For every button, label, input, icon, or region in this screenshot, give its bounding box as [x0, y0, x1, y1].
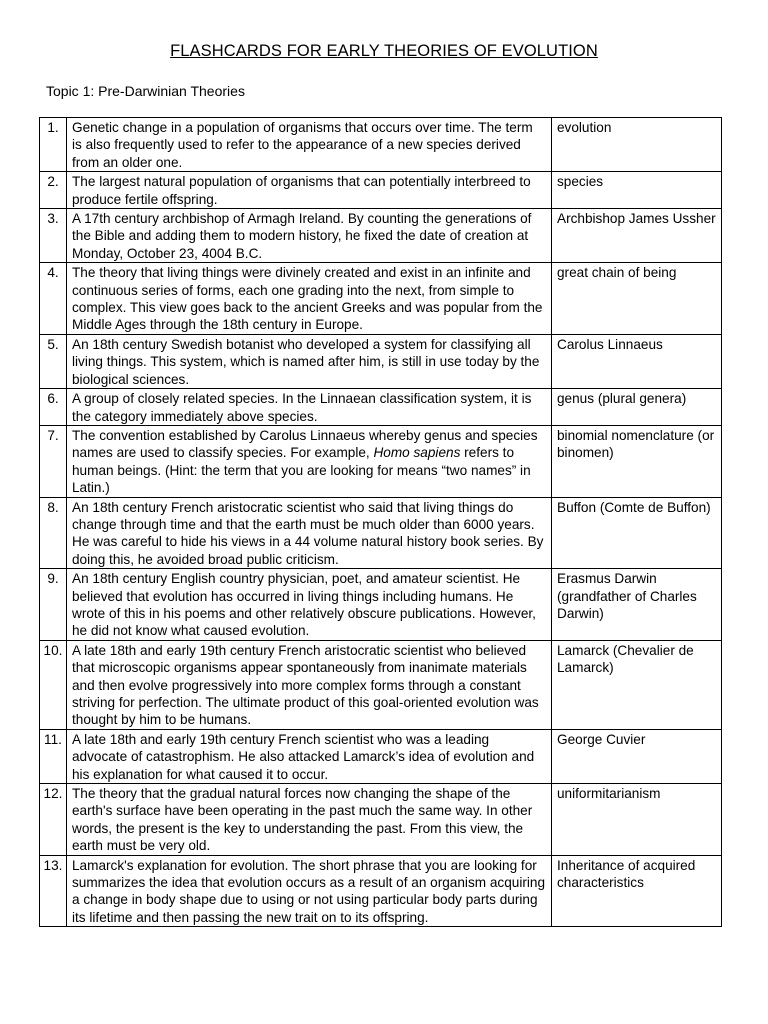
- topic-heading: Topic 1: Pre-Darwinian Theories: [46, 83, 245, 99]
- card-definition: An 18th century English country physician, poet, and amateur scientist. He believed that evolution has occurred in living things including humans. He wrote of this in his poems and other relatively obscure publications. However, he did not know what caused evolution.: [67, 569, 552, 641]
- card-number: 8.: [40, 497, 67, 569]
- card-number: 1.: [40, 118, 67, 172]
- card-term: great chain of being: [552, 263, 722, 335]
- card-number: 7.: [40, 425, 67, 497]
- card-definition: An 18th century French aristocratic scientist who said that living things do change through time and that the earth must be much older than 6000 years. He was careful to hide his views in a 44 volume natural history book series. By doing this, he avoided broad public criticism.: [67, 497, 552, 569]
- table-row: [40, 640, 722, 729]
- table-row: [40, 172, 722, 209]
- table-row: [40, 855, 722, 927]
- card-number: 9.: [40, 569, 67, 641]
- card-number: 5.: [40, 334, 67, 388]
- card-term: Carolus Linnaeus: [552, 334, 722, 388]
- card-number: 4.: [40, 263, 67, 335]
- table-row: [40, 497, 722, 569]
- card-definition: The largest natural population of organisms that can potentially interbreed to produce fertile offspring.: [67, 172, 552, 209]
- table-row: [40, 784, 722, 856]
- card-term: George Cuvier: [552, 729, 722, 783]
- table-row: [40, 729, 722, 783]
- card-term: genus (plural genera): [552, 389, 722, 426]
- card-definition: An 18th century Swedish botanist who developed a system for classifying all living things. This system, which is named after him, is still in use today by the biological sciences.: [67, 334, 552, 388]
- card-definition: Lamarck's explanation for evolution. The short phrase that you are looking for summarizes the idea that evolution occurs as a result of an organism acquiring a change in body shape due to using or not using particular body parts during its lifetime and then passing the new trait on to its offspring.: [67, 855, 552, 927]
- table-row: [40, 425, 722, 497]
- definition-italic-text: Homo sapiens: [373, 445, 461, 461]
- table-row: [40, 209, 722, 263]
- table-row: [40, 389, 722, 426]
- card-term: Inheritance of acquired characteristics: [552, 855, 722, 927]
- card-definition: A 17th century archbishop of Armagh Ireland. By counting the generations of the Bible and adding them to modern history, he fixed the date of creation at Monday, October 23, 4004 B.C.: [67, 209, 552, 263]
- card-term: Lamarck (Chevalier de Lamarck): [552, 640, 722, 729]
- definition-text: The convention established by Carolus Linnaeus whereby genus and species names are used to classify species. For example,: [72, 427, 538, 461]
- card-definition: A late 18th and early 19th century French aristocratic scientist who believed that microscopic organisms appear spontaneously from inanimate materials and then evolve progressively into more complex forms through a constant striving for perfection. The ultimate product of this goal-oriented evolution was thought by him to be humans.: [67, 640, 552, 729]
- card-definition: [67, 425, 552, 497]
- definition-text: refers to human beings. (Hint: the term that you are looking for means “two names” in Latin.): [72, 445, 531, 496]
- card-term: uniformitarianism: [552, 784, 722, 856]
- card-number: 6.: [40, 389, 67, 426]
- card-term: evolution: [552, 118, 722, 172]
- card-number: 10.: [40, 640, 67, 729]
- card-definition: The theory that the gradual natural forces now changing the shape of the earth's surface have been operating in the past much the same way. In other words, the present is the key to understanding the past. From this view, the earth must be very old.: [67, 784, 552, 856]
- card-term: binomial nomenclature (or binomen): [552, 425, 722, 497]
- card-definition: A group of closely related species. In the Linnaean classification system, it is the category immediately above species.: [67, 389, 552, 426]
- table-row: [40, 118, 722, 172]
- card-number: 13.: [40, 855, 67, 927]
- card-number: 12.: [40, 784, 67, 856]
- card-definition: The theory that living things were divinely created and exist in an infinite and continuous series of forms, each one grading into the next, from simple to complex. This view goes back to the ancient Greeks and was popular from the Middle Ages through the 18th century in Europe.: [67, 263, 552, 335]
- card-definition: A late 18th and early 19th century French scientist who was a leading advocate of catastrophism. He also attacked Lamarck’s idea of evolution and his explanation for what caused it to occur.: [67, 729, 552, 783]
- card-term: Erasmus Darwin (grandfather of Charles Darwin): [552, 569, 722, 641]
- card-number: 11.: [40, 729, 67, 783]
- page-title: FLASHCARDS FOR EARLY THEORIES OF EVOLUTION: [170, 42, 598, 60]
- table-row: [40, 569, 722, 641]
- card-term: Archbishop James Ussher: [552, 209, 722, 263]
- card-definition: Genetic change in a population of organisms that occurs over time. The term is also frequently used to refer to the appearance of a new species derived from an older one.: [67, 118, 552, 172]
- card-number: 2.: [40, 172, 67, 209]
- card-term: species: [552, 172, 722, 209]
- table-row: [40, 263, 722, 335]
- flashcard-table: [39, 117, 722, 927]
- table-row: [40, 334, 722, 388]
- card-number: 3.: [40, 209, 67, 263]
- card-term: Buffon (Comte de Buffon): [552, 497, 722, 569]
